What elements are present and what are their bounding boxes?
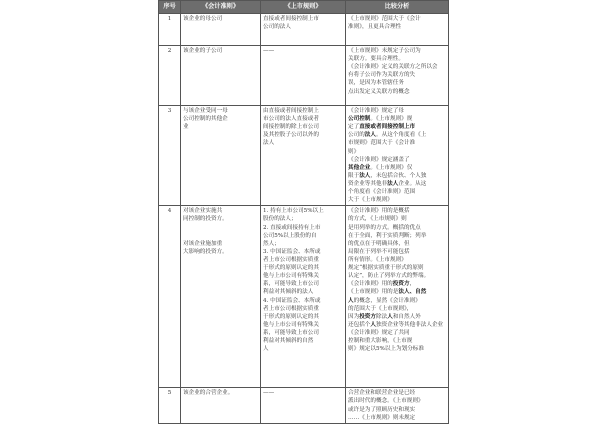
header-comparative-analysis: 比较分析 <box>346 1 449 14</box>
accounting-standard-cell-line: 与该企业受同一母 <box>183 108 228 114</box>
analysis-cell-line: 《上市规则》未规定子公司为 <box>348 48 421 54</box>
table-row <box>159 106 449 206</box>
listing-rule-cell-line: 股份的法人； <box>263 216 297 223</box>
analysis-cell-line: 规定“根据实质重于形式的原则 <box>348 265 424 272</box>
analysis-cell-line: 《会计准则》规定了母 <box>348 108 404 114</box>
listing-rule-cell-line: 者上市公司根据实质重 <box>263 256 319 263</box>
listing-rule-cell-line: 者上市公司根据实质重 <box>263 305 319 312</box>
analysis-cell <box>346 14 449 46</box>
accounting-standard-cell <box>181 14 261 46</box>
row-number-cell: 5 <box>159 388 181 423</box>
analysis-cell-line: 因为投资方除法人和自然人外 <box>348 313 421 320</box>
listing-rule-cell-line: 公司的法人 <box>263 24 291 31</box>
analysis-cell-line: 《上市规则》用的是法人、自然 <box>348 289 427 296</box>
analysis-cell-line: 《会计准则》定义的关联方之所以会 <box>348 64 438 71</box>
accounting-standard-cell-line <box>183 224 258 232</box>
listing-rule-cell-line: —— <box>263 390 275 397</box>
analysis-cell-line: 《会计准则》用的投资方， <box>348 281 416 288</box>
analysis-cell-line: 还包括个人独资企业等其他非法人企业 <box>348 321 444 328</box>
table-row <box>159 46 449 106</box>
listing-rule-cell-line: 3. 中国证监会、本所或 <box>263 248 321 255</box>
accounting-standard-cell-line: 该企业的合营企业。 <box>183 390 234 397</box>
analysis-cell <box>346 388 449 423</box>
analysis-cell-line: 或许是为了照顾历史和现实 <box>348 406 416 413</box>
analysis-cell-line: 误，是因为本管辖任务 <box>348 80 404 87</box>
accounting-standard-cell-line: 对该企业实施共 <box>183 208 223 215</box>
analysis-cell-line: ……《上市规则》则未规定 <box>348 414 416 421</box>
listing-rule-cell-line: 市公司的法人直接或者 <box>263 116 319 123</box>
analysis-cell-line: 关联方。要具合理性。 <box>348 56 404 63</box>
comparison-table <box>158 0 449 424</box>
analysis-cell <box>346 206 449 388</box>
table-row <box>159 14 449 46</box>
listing-rule-cell <box>261 14 346 46</box>
listing-rule-cell-line: 1. 持有上市公司5%以上 <box>263 208 324 215</box>
analysis-cell <box>346 46 449 106</box>
listing-rule-cell-line: 利益对其倾斜的自然 <box>263 338 314 345</box>
analysis-cell-line: 的范围大于《上市规则》， <box>348 305 413 312</box>
listing-rule-cell <box>261 106 346 206</box>
analysis-cell-line: 《会计准则》规定涵盖了 <box>348 156 410 163</box>
row-number-cell: 3 <box>159 106 181 206</box>
analysis-cell-line: 认定”，防止了列举方式的弊端。 <box>348 273 430 280</box>
listing-rule-cell <box>261 388 346 423</box>
accounting-standard-cell-line: 大影响的投资方。 <box>183 248 228 255</box>
listing-rule-cell-line: 直接或者间接控制上市 <box>263 16 319 22</box>
listing-rule-cell-line: 4. 中国证监会、本所或 <box>263 297 321 304</box>
analysis-cell-line: 定了直接或者间接控制上市 <box>348 124 416 131</box>
analysis-cell-line: 其他企业。《上市规则》仅 <box>348 164 413 171</box>
header-accounting-standards: 《会计准则》 <box>181 1 261 14</box>
accounting-standard-cell <box>181 46 261 106</box>
listing-rule-cell-line: —— <box>263 48 275 54</box>
accounting-standard-cell <box>181 388 261 423</box>
accounting-standard-cell-line <box>183 232 258 240</box>
listing-rule-cell-line: 利益对其倾斜的法人 <box>263 289 314 296</box>
analysis-cell-line: 人的概念，显然《会计准则》 <box>348 297 421 304</box>
analysis-cell-line: 控制和重大影响，《上市规 <box>348 338 413 345</box>
analysis-cell-line: 准则》，且更具合理性 <box>348 24 402 31</box>
accounting-standard-cell <box>181 106 261 206</box>
analysis-cell-line: 《会计准则》用的是概括 <box>348 208 410 215</box>
listing-rule-cell-line: 及其控股子公司以外的 <box>263 132 319 139</box>
analysis-cell-line: 在于全面，利于实质判断；列举 <box>348 232 427 239</box>
analysis-cell-line: 则》规定以5%以上为划分标准 <box>348 346 424 353</box>
accounting-standard-cell-line: 业 <box>183 124 189 131</box>
accounting-standard-cell-line: 同控制的投资方。 <box>183 216 228 223</box>
analysis-cell-line: 个角度看《会计准则》范围 <box>348 189 416 196</box>
listing-rule-cell-line: 公司5%以上股份的自 <box>263 232 317 239</box>
listing-rule-cell-line: 系，可能导致上市公司 <box>263 329 319 336</box>
accounting-standard-cell-line: 公司控制的其他企 <box>183 116 228 123</box>
row-number-cell: 1 <box>159 14 181 46</box>
analysis-cell-line: 是用列举的方式。概括的优点 <box>348 224 421 231</box>
analysis-cell <box>346 106 449 206</box>
listing-rule-cell-line: 法人 <box>263 140 275 147</box>
analysis-cell-line: 大于《上市规则》 <box>348 197 393 204</box>
analysis-cell-line: 合营企业和联营企业是已经 <box>348 390 416 397</box>
listing-rule-cell-line: 他与上市公司有特殊关 <box>263 321 319 328</box>
analysis-cell-line: 点出发定义关联方的概念 <box>348 88 410 95</box>
table-header-row <box>159 1 449 14</box>
accounting-standard-cell-line: 对该企业施加重 <box>183 240 223 247</box>
listing-rule-cell-line: 系，可能导致上市公司 <box>263 281 319 288</box>
table-row <box>159 388 449 423</box>
listing-rule-cell-line: 由直接或者间接控制上 <box>263 108 319 114</box>
listing-rule-cell-line: 于形式的原则认定的其 <box>263 265 319 272</box>
accounting-standard-cell-line: 该企业的子公司 <box>183 48 223 54</box>
header-listing-rules: 《上市规则》 <box>261 1 346 14</box>
row-number-cell: 2 <box>159 46 181 106</box>
analysis-cell-line: 公司的法人。从这个角度看《上 <box>348 132 427 139</box>
analysis-cell-line: 的优点在于明确具体，但 <box>348 240 410 247</box>
table-row <box>159 206 449 388</box>
analysis-cell-line: 则》 <box>348 148 360 155</box>
accounting-standard-cell-line: 该企业的母公司 <box>183 16 223 22</box>
listing-rule-cell-line: 间接控制的除上市公司 <box>263 124 319 131</box>
analysis-cell-line: 局限在于列举不可能包括 <box>348 248 410 255</box>
listing-rule-cell <box>261 46 346 106</box>
analysis-cell-line: 《上市规则》范围大于《会计 <box>348 16 421 22</box>
analysis-cell-line: 所有情形。《上市规则》 <box>348 256 407 263</box>
row-number-cell: 4 <box>159 206 181 388</box>
listing-rule-cell <box>261 206 346 388</box>
analysis-cell-line: 公司控制。《上市规则》规 <box>348 116 413 123</box>
accounting-standard-cell <box>181 206 261 388</box>
analysis-cell-line: 市规则》范围大于《会计准 <box>348 140 416 147</box>
analysis-cell-line: 《会计准则》规定了共同 <box>348 329 410 336</box>
analysis-cell-line: 派出时代的概念。《上市规则》 <box>348 398 424 405</box>
header-number: 序号 <box>159 1 181 14</box>
listing-rule-cell-line: 人 <box>263 346 269 353</box>
listing-rule-cell-line: 于形式的原则认定的其 <box>263 313 319 320</box>
listing-rule-cell-line: 他与上市公司有特殊关 <box>263 273 319 280</box>
listing-rule-cell-line: 2. 直接或间接持有上市 <box>263 224 321 231</box>
analysis-cell-line: 的方式，《上市规则》则 <box>348 216 407 223</box>
listing-rule-cell-line: 然人； <box>263 240 280 247</box>
analysis-cell-line: 限于法人，未包括合伙、个人独 <box>348 172 427 179</box>
analysis-cell-line: 资企业等其他非法人企业。从这 <box>348 180 427 187</box>
analysis-cell-line: 有将子公司作为关联方的失 <box>348 72 416 79</box>
